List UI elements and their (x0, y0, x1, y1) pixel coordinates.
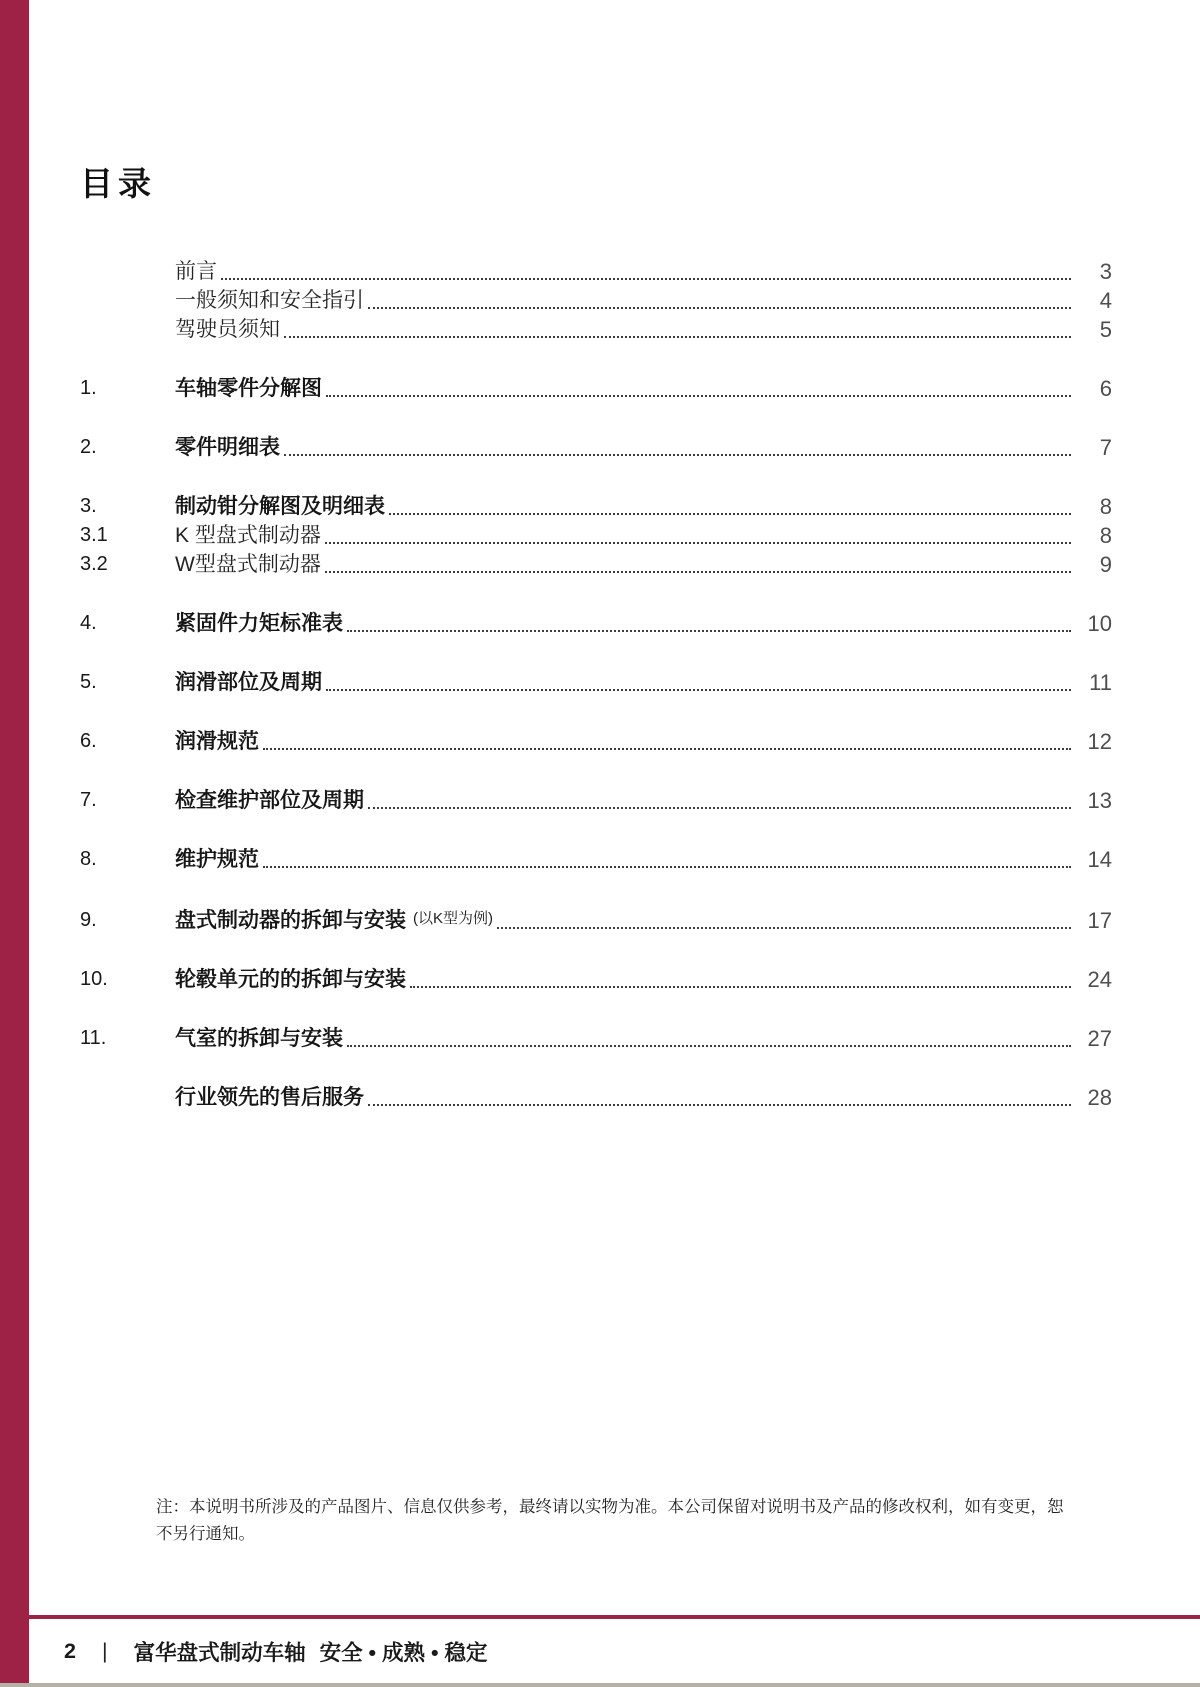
toc-main-group (80, 374, 1112, 1112)
toc-item-page: 13 (1087, 788, 1112, 813)
toc-dot-leader (347, 1045, 1071, 1047)
toc-item-number: 8. (80, 848, 97, 870)
toc-item-page: 27 (1087, 1026, 1112, 1051)
toc-item-label: 紧固件力矩标准表 (175, 612, 343, 635)
toc-item-page: 24 (1087, 967, 1112, 992)
toc-row (80, 433, 1112, 462)
toc-item-page: 4 (1099, 288, 1112, 313)
toc-item-number: 7. (80, 789, 97, 811)
toc-row (80, 845, 1112, 874)
toc-row (80, 786, 1112, 815)
page-footer (64, 1636, 488, 1667)
toc-item-label: 润滑部位及周期 (175, 671, 322, 694)
toc-dot-leader (368, 1104, 1071, 1106)
toc-dot-leader (347, 630, 1071, 632)
toc-item-label: 润滑规范 (175, 730, 259, 753)
toc-item-label: 车轴零件分解图 (175, 377, 322, 400)
toc-row (80, 257, 1112, 286)
accent-sidebar (0, 0, 29, 1687)
toc-item-number: 3.2 (80, 553, 108, 575)
toc-item-label: 制动钳分解图及明细表 (175, 495, 385, 518)
toc-item-label: 轮毂单元的的拆卸与安装 (175, 968, 406, 991)
toc-dot-leader (368, 807, 1071, 809)
toc-item-page: 8 (1099, 494, 1112, 519)
toc-row (80, 521, 1112, 550)
toc-row (80, 286, 1112, 315)
toc-item-page: 17 (1087, 908, 1112, 933)
toc-item-number: 3.1 (80, 524, 108, 546)
toc-item-label: 气室的拆卸与安装 (175, 1027, 343, 1050)
toc-item-page: 14 (1087, 847, 1112, 872)
toc-item-page: 11 (1089, 670, 1112, 695)
toc-item-page: 9 (1099, 552, 1112, 577)
toc-row (80, 668, 1112, 697)
toc-item-number: 1. (80, 377, 97, 399)
toc-dot-leader (389, 513, 1071, 515)
toc-item-page: 5 (1099, 317, 1112, 342)
toc-item-page: 7 (1099, 435, 1112, 460)
toc-front-group (80, 257, 1112, 344)
toc-item-page: 8 (1099, 523, 1112, 548)
page-title: 目录 (80, 165, 156, 202)
toc-item-number: 5. (80, 671, 97, 693)
toc-item-number: 4. (80, 612, 97, 634)
toc-item-page: 6 (1099, 376, 1112, 401)
toc-item-page: 28 (1087, 1085, 1112, 1110)
footer-slogan-text: 安全 • 成熟 • 稳定 (319, 1641, 488, 1665)
toc-item-number: 6. (80, 730, 97, 752)
toc-item-label: 检查维护部位及周期 (175, 789, 364, 812)
toc-page (80, 158, 1112, 1112)
toc-item-page: 10 (1087, 611, 1112, 636)
toc-item-label: K 型盘式制动器 (175, 524, 321, 547)
toc-dot-leader (326, 689, 1071, 691)
toc-item-label: 前言 (175, 260, 217, 283)
toc-item-number: 10. (80, 968, 108, 990)
toc-row (80, 609, 1112, 638)
toc-item-label: 零件明细表 (175, 436, 280, 459)
toc-dot-leader (325, 571, 1071, 573)
toc-row (80, 1024, 1112, 1053)
toc-dot-leader (284, 454, 1071, 456)
toc-item-page: 3 (1099, 259, 1112, 284)
toc-dot-leader (263, 866, 1071, 868)
toc-row (80, 374, 1112, 403)
toc-item-page: 12 (1087, 729, 1112, 754)
toc-item-label: 行业领先的售后服务 (175, 1086, 364, 1109)
toc-dot-leader (368, 307, 1071, 309)
toc-row (80, 965, 1112, 994)
footer-separator: | (101, 1639, 108, 1663)
toc-item-number: 11. (80, 1027, 107, 1049)
toc-row (80, 550, 1112, 579)
toc-item-number: 9. (80, 909, 97, 931)
toc-item-label: 驾驶员须知 (175, 318, 280, 341)
toc-row (80, 727, 1112, 756)
toc-item-suffix: (以K型为例) (413, 910, 493, 927)
footer-page-number: 2 (64, 1639, 76, 1663)
toc-dot-leader (221, 278, 1071, 280)
toc-row (80, 315, 1112, 344)
toc-dot-leader (326, 395, 1071, 397)
toc-item-number: 2. (80, 436, 97, 458)
toc-row (80, 492, 1112, 521)
footer-brand-text: 富华盘式制动车轴 (133, 1641, 306, 1665)
toc-dot-leader (410, 986, 1071, 988)
toc-dot-leader (325, 542, 1071, 544)
toc-row (80, 1083, 1112, 1112)
toc-row (80, 904, 1112, 935)
toc-item-label: 维护规范 (175, 848, 259, 871)
disclaimer-note: 注：本说明书所涉及的产品图片、信息仅供参考，最终请以实物为准。本公司保留对说明书及产品的修改权利，如有变更，恕不另行通知。 (156, 1497, 1064, 1543)
toc-dot-leader (497, 927, 1071, 929)
footer-divider-line (0, 1615, 1200, 1619)
toc-item-label: 一般须知和安全指引 (175, 289, 364, 312)
toc-dot-leader (263, 748, 1071, 750)
toc-item-label: W型盘式制动器 (175, 553, 321, 576)
toc-dot-leader (284, 336, 1071, 338)
toc-item-number: 3. (80, 495, 97, 517)
toc-item-label: 盘式制动器的拆卸与安装 (175, 909, 406, 932)
page-bottom-edge (0, 1683, 1200, 1687)
